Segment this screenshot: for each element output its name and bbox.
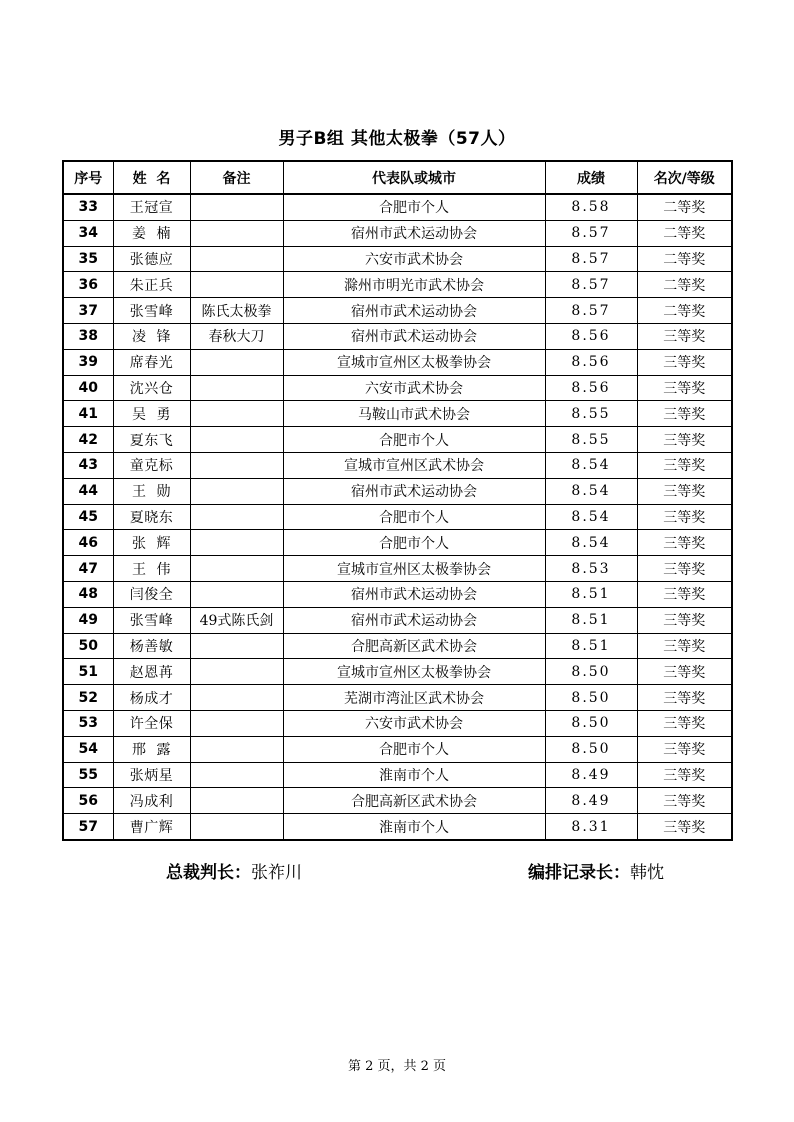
cell-note xyxy=(190,427,283,453)
cell-rank: 三等奖 xyxy=(637,607,732,633)
cell-note xyxy=(190,272,283,298)
cell-no: 45 xyxy=(63,504,113,530)
table-row xyxy=(63,478,732,504)
cell-name: 王 勋 xyxy=(113,478,190,504)
cell-note xyxy=(190,581,283,607)
cell-rank: 二等奖 xyxy=(637,246,732,272)
cell-no: 41 xyxy=(63,401,113,427)
cell-note xyxy=(190,246,283,272)
cell-name: 凌 锋 xyxy=(113,323,190,349)
table-row xyxy=(63,710,732,736)
cell-note xyxy=(190,478,283,504)
cell-name: 邢 露 xyxy=(113,736,190,762)
cell-name: 杨成才 xyxy=(113,685,190,711)
header-note: 备注 xyxy=(190,161,283,194)
cell-rank: 三等奖 xyxy=(637,710,732,736)
cell-rank: 二等奖 xyxy=(637,194,732,220)
cell-no: 38 xyxy=(63,323,113,349)
chief-judge xyxy=(166,858,302,883)
cell-team: 合肥高新区武术协会 xyxy=(283,788,545,814)
header-team: 代表队或城市 xyxy=(283,161,545,194)
table-row xyxy=(63,581,732,607)
cell-name: 吴 勇 xyxy=(113,401,190,427)
cell-score: 8.49 xyxy=(545,788,637,814)
cell-name: 朱正兵 xyxy=(113,272,190,298)
cell-team: 淮南市个人 xyxy=(283,762,545,788)
cell-score: 8.50 xyxy=(545,710,637,736)
cell-name: 张雪峰 xyxy=(113,607,190,633)
cell-name: 冯成利 xyxy=(113,788,190,814)
cell-note xyxy=(190,762,283,788)
cell-note xyxy=(190,736,283,762)
header-row xyxy=(63,161,732,194)
cell-no: 56 xyxy=(63,788,113,814)
cell-name: 席春光 xyxy=(113,349,190,375)
cell-note: 春秋大刀 xyxy=(190,323,283,349)
table-row xyxy=(63,607,732,633)
cell-name: 张 辉 xyxy=(113,530,190,556)
cell-score: 8.57 xyxy=(545,220,637,246)
cell-note xyxy=(190,194,283,220)
cell-team: 合肥市个人 xyxy=(283,427,545,453)
cell-rank: 二等奖 xyxy=(637,298,732,324)
cell-no: 55 xyxy=(63,762,113,788)
cell-score: 8.54 xyxy=(545,504,637,530)
cell-score: 8.49 xyxy=(545,762,637,788)
cell-note xyxy=(190,530,283,556)
cell-no: 50 xyxy=(63,633,113,659)
cell-no: 46 xyxy=(63,530,113,556)
cell-score: 8.53 xyxy=(545,556,637,582)
cell-team: 淮南市个人 xyxy=(283,814,545,840)
cell-note xyxy=(190,685,283,711)
table-row xyxy=(63,298,732,324)
cell-no: 33 xyxy=(63,194,113,220)
cell-no: 44 xyxy=(63,478,113,504)
table-row xyxy=(63,427,732,453)
recorder-label: 编排记录长： xyxy=(528,863,630,883)
cell-name: 沈兴仓 xyxy=(113,375,190,401)
cell-note: 49式陈氏剑 xyxy=(190,607,283,633)
cell-team: 合肥市个人 xyxy=(283,736,545,762)
cell-team: 宣城市宣州区太极拳协会 xyxy=(283,556,545,582)
cell-name: 曹广辉 xyxy=(113,814,190,840)
table-row xyxy=(63,530,732,556)
cell-team: 宿州市武术运动协会 xyxy=(283,478,545,504)
cell-team: 六安市武术协会 xyxy=(283,246,545,272)
cell-rank: 三等奖 xyxy=(637,530,732,556)
cell-name: 闫俊全 xyxy=(113,581,190,607)
cell-score: 8.50 xyxy=(545,685,637,711)
cell-no: 54 xyxy=(63,736,113,762)
cell-score: 8.31 xyxy=(545,814,637,840)
table-row xyxy=(63,814,732,840)
recorder xyxy=(528,858,664,883)
cell-no: 51 xyxy=(63,659,113,685)
cell-name: 杨善敏 xyxy=(113,633,190,659)
cell-no: 37 xyxy=(63,298,113,324)
cell-name: 童克标 xyxy=(113,452,190,478)
cell-score: 8.55 xyxy=(545,401,637,427)
results-table xyxy=(62,160,733,841)
cell-rank: 三等奖 xyxy=(637,762,732,788)
cell-note: 陈氏太极拳 xyxy=(190,298,283,324)
cell-score: 8.56 xyxy=(545,349,637,375)
cell-rank: 三等奖 xyxy=(637,478,732,504)
cell-no: 49 xyxy=(63,607,113,633)
cell-team: 合肥市个人 xyxy=(283,504,545,530)
cell-note xyxy=(190,349,283,375)
cell-team: 芜湖市湾沚区武术协会 xyxy=(283,685,545,711)
cell-team: 宣城市宣州区太极拳协会 xyxy=(283,349,545,375)
table-row xyxy=(63,401,732,427)
cell-name: 夏晓东 xyxy=(113,504,190,530)
cell-no: 40 xyxy=(63,375,113,401)
cell-name: 张德应 xyxy=(113,246,190,272)
table-row xyxy=(63,762,732,788)
table-row xyxy=(63,194,732,220)
cell-score: 8.55 xyxy=(545,427,637,453)
table-row xyxy=(63,633,732,659)
cell-rank: 三等奖 xyxy=(637,788,732,814)
table-row xyxy=(63,685,732,711)
cell-rank: 二等奖 xyxy=(637,272,732,298)
table-row xyxy=(63,504,732,530)
cell-rank: 三等奖 xyxy=(637,349,732,375)
results-table-body xyxy=(63,194,732,840)
table-row xyxy=(63,659,732,685)
cell-score: 8.54 xyxy=(545,452,637,478)
cell-score: 8.57 xyxy=(545,272,637,298)
cell-score: 8.51 xyxy=(545,607,637,633)
cell-rank: 三等奖 xyxy=(637,633,732,659)
cell-no: 52 xyxy=(63,685,113,711)
cell-score: 8.58 xyxy=(545,194,637,220)
table-row xyxy=(63,220,732,246)
table-row xyxy=(63,736,732,762)
cell-name: 王冠宣 xyxy=(113,194,190,220)
cell-name: 姜 楠 xyxy=(113,220,190,246)
cell-team: 宣城市宣州区太极拳协会 xyxy=(283,659,545,685)
cell-rank: 三等奖 xyxy=(637,401,732,427)
cell-team: 六安市武术协会 xyxy=(283,710,545,736)
cell-note xyxy=(190,401,283,427)
cell-team: 宿州市武术运动协会 xyxy=(283,220,545,246)
cell-team: 合肥市个人 xyxy=(283,194,545,220)
document-title: 男子B组 其他太极拳（57人） xyxy=(278,129,516,149)
cell-no: 42 xyxy=(63,427,113,453)
cell-no: 57 xyxy=(63,814,113,840)
cell-no: 47 xyxy=(63,556,113,582)
cell-note xyxy=(190,375,283,401)
cell-name: 赵恩苒 xyxy=(113,659,190,685)
cell-score: 8.50 xyxy=(545,736,637,762)
table-row xyxy=(63,788,732,814)
header-rank: 名次/等级 xyxy=(637,161,732,194)
cell-note xyxy=(190,452,283,478)
cell-score: 8.57 xyxy=(545,298,637,324)
table-row xyxy=(63,349,732,375)
cell-team: 合肥高新区武术协会 xyxy=(283,633,545,659)
cell-no: 43 xyxy=(63,452,113,478)
page-number: 第 2 页，共 2 页 xyxy=(347,1059,447,1074)
table-row xyxy=(63,272,732,298)
table-row xyxy=(63,556,732,582)
cell-score: 8.54 xyxy=(545,478,637,504)
cell-note xyxy=(190,504,283,530)
cell-name: 夏东飞 xyxy=(113,427,190,453)
cell-note xyxy=(190,633,283,659)
recorder-name: 韩忱 xyxy=(630,863,664,883)
cell-score: 8.56 xyxy=(545,375,637,401)
cell-score: 8.54 xyxy=(545,530,637,556)
cell-rank: 三等奖 xyxy=(637,375,732,401)
cell-no: 39 xyxy=(63,349,113,375)
cell-rank: 三等奖 xyxy=(637,323,732,349)
cell-note xyxy=(190,814,283,840)
cell-no: 53 xyxy=(63,710,113,736)
cell-note xyxy=(190,710,283,736)
cell-team: 合肥市个人 xyxy=(283,530,545,556)
cell-team: 宿州市武术运动协会 xyxy=(283,607,545,633)
table-row xyxy=(63,323,732,349)
cell-rank: 二等奖 xyxy=(637,220,732,246)
table-row xyxy=(63,375,732,401)
cell-rank: 三等奖 xyxy=(637,427,732,453)
cell-no: 36 xyxy=(63,272,113,298)
header-no: 序号 xyxy=(63,161,113,194)
cell-name: 张炳星 xyxy=(113,762,190,788)
cell-rank: 三等奖 xyxy=(637,814,732,840)
cell-team: 宿州市武术运动协会 xyxy=(283,323,545,349)
cell-note xyxy=(190,556,283,582)
cell-rank: 三等奖 xyxy=(637,736,732,762)
cell-score: 8.56 xyxy=(545,323,637,349)
cell-name: 张雪峰 xyxy=(113,298,190,324)
cell-no: 48 xyxy=(63,581,113,607)
header-score: 成绩 xyxy=(545,161,637,194)
cell-name: 许全保 xyxy=(113,710,190,736)
chief-judge-label: 总裁判长： xyxy=(166,863,251,883)
results-table-header xyxy=(63,161,732,194)
chief-judge-name: 张祚川 xyxy=(251,863,302,883)
cell-name: 王 伟 xyxy=(113,556,190,582)
cell-team: 宿州市武术运动协会 xyxy=(283,581,545,607)
cell-rank: 三等奖 xyxy=(637,685,732,711)
cell-score: 8.57 xyxy=(545,246,637,272)
cell-note xyxy=(190,659,283,685)
cell-rank: 三等奖 xyxy=(637,556,732,582)
cell-no: 34 xyxy=(63,220,113,246)
cell-rank: 三等奖 xyxy=(637,452,732,478)
header-name: 姓 名 xyxy=(113,161,190,194)
cell-rank: 三等奖 xyxy=(637,504,732,530)
cell-rank: 三等奖 xyxy=(637,659,732,685)
cell-team: 滁州市明光市武术协会 xyxy=(283,272,545,298)
cell-team: 马鞍山市武术协会 xyxy=(283,401,545,427)
cell-score: 8.51 xyxy=(545,633,637,659)
table-row xyxy=(63,452,732,478)
cell-score: 8.50 xyxy=(545,659,637,685)
cell-team: 宣城市宣州区武术协会 xyxy=(283,452,545,478)
cell-note xyxy=(190,788,283,814)
cell-team: 六安市武术协会 xyxy=(283,375,545,401)
cell-note xyxy=(190,220,283,246)
cell-team: 宿州市武术运动协会 xyxy=(283,298,545,324)
cell-score: 8.51 xyxy=(545,581,637,607)
cell-no: 35 xyxy=(63,246,113,272)
cell-rank: 三等奖 xyxy=(637,581,732,607)
table-row xyxy=(63,246,732,272)
